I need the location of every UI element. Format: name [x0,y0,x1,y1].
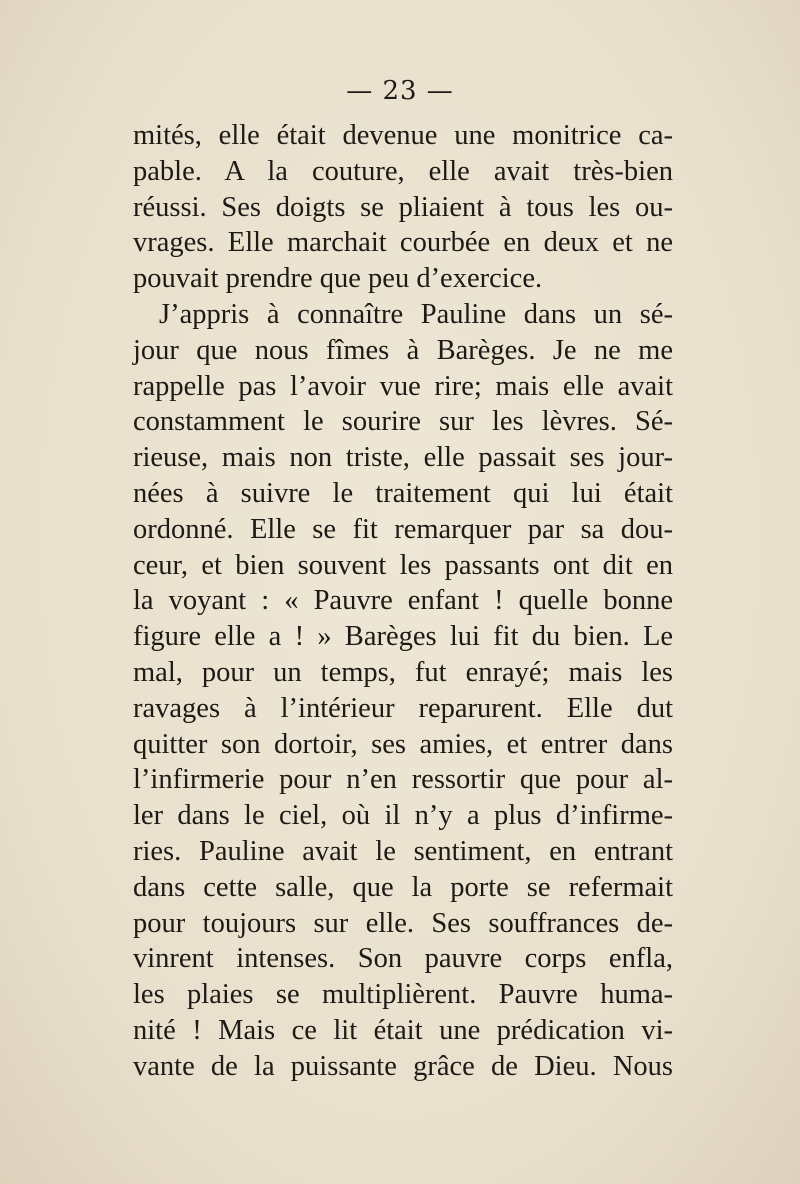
text-line: réussi. Ses doigts se pliaient à tous les ou- [133,191,673,223]
text-line: J’appris à connaître Pauline dans un sé- [159,298,673,330]
text-line: figure elle a ! » Barèges lui fit du bien. Le [133,621,673,653]
page-number: — 23 — [346,76,454,106]
text-line: ceur, et bien souvent les passants ont dit en [133,549,673,581]
text-line: la voyant : « Pauvre enfant ! quelle bonne [133,585,673,617]
text-line: pouvait prendre que peu d’exercice. [133,263,543,295]
text-line: ries. Pauline avait le sentiment, en entrant [133,835,673,867]
text-line: les plaies se multiplièrent. Pauvre huma- [133,979,673,1011]
text-line: vinrent intenses. Son pauvre corps enfla, [133,943,673,975]
text-line: vrages. Elle marchait courbée en deux et ne [133,227,673,259]
text-line: dans cette salle, que la porte se refermait [133,871,673,903]
text-line: jour que nous fîmes à Barèges. Je ne me [133,334,673,366]
text-line: vante de la puissante grâce de Dieu. Nous [133,1050,673,1082]
text-line: ler dans le ciel, où il n’y a plus d’infirme- [133,800,673,832]
text-line: rieuse, mais non triste, elle passait ses jour- [133,442,673,474]
text-line: constamment le sourire sur les lèvres. Sé- [133,406,673,438]
text-line: rappelle pas l’avoir vue rire; mais elle avait [133,370,673,402]
text-line: ravages à l’intérieur reparurent. Elle dut [133,692,673,724]
text-line: mal, pour un temps, fut enrayé; mais les [133,656,673,688]
text-line: ordonné. Elle se fit remarquer par sa dou- [133,513,673,545]
text-line: mités, elle était devenue une monitrice ca- [133,120,673,151]
text-line: quitter son dortoir, ses amies, et entrer dans [133,728,673,760]
text-line: pour toujours sur elle. Ses souffrances de- [133,907,673,939]
body-text [133,118,673,1085]
text-line: nées à suivre le traitement qui lui était [133,477,673,509]
text-line: nité ! Mais ce lit était une prédication vi- [133,1014,673,1046]
text-line: pable. A la couture, elle avait très-bien [133,155,673,187]
text-line: l’infirmerie pour n’en ressortir que pour al- [133,764,673,796]
